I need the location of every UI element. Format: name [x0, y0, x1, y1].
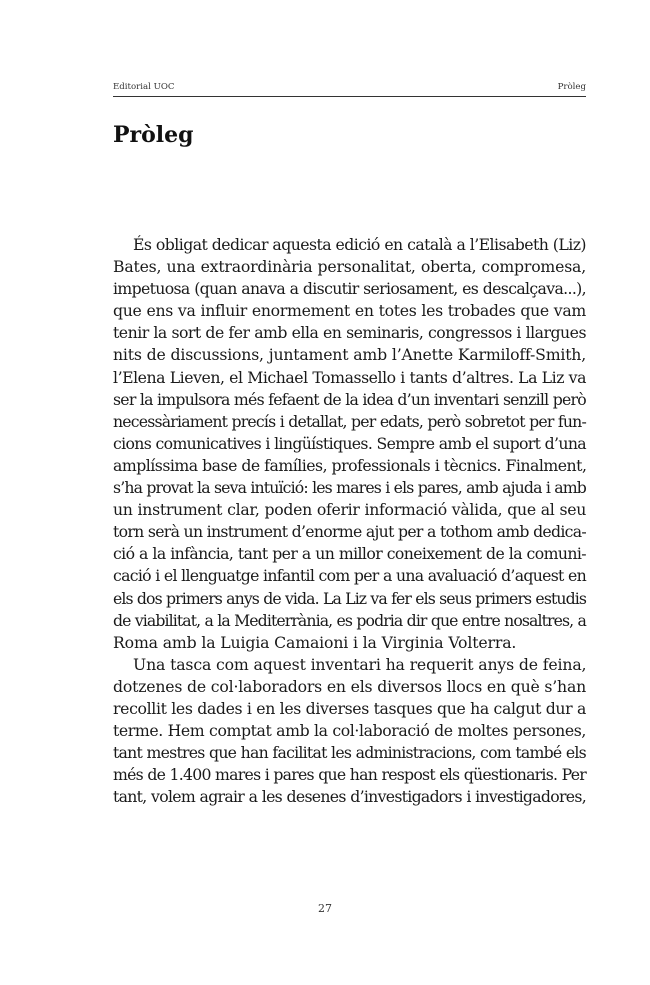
text-line: més de 1.400 mares i pares que han respost els qüestionaris. Per: [113, 765, 586, 785]
header-section: Pròleg: [557, 82, 586, 92]
text-line: de viabilitat, a la Mediterrània, es podria dir que entre nosaltres, a: [113, 610, 586, 630]
text-line: necessàriament precís i detallat, per edats, però sobretot per fun-: [113, 411, 586, 431]
text-line: nits de discussions, juntament amb l’Anette Karmiloff-Smith,: [113, 345, 586, 365]
paragraph: [113, 654, 586, 809]
text-line: torn serà un instrument d’enorme ajut per a tothom amb dedica-: [113, 522, 586, 542]
header-publisher: Editorial UOC: [113, 82, 175, 92]
text-line: tant mestres que han facilitat les administracions, com també els: [113, 743, 586, 763]
text-line: Una tasca com aquest inventari ha requerit anys de feina,: [133, 654, 587, 674]
text-line: terme. Hem comptat amb la col·laboració de moltes persones,: [113, 721, 586, 741]
text-line: que ens va influir enormement en totes les trobades que vam: [113, 301, 586, 321]
text-line: ció a la infància, tant per a un millor coneixement de la comuni-: [113, 544, 586, 564]
text-line: Roma amb la Luigia Camaioni i la Virginia Volterra.: [113, 632, 517, 652]
text-line: amplíssima base de famílies, professionals i tècnics. Finalment,: [113, 455, 587, 475]
text-line: Bates, una extraordinària personalitat, oberta, compromesa,: [113, 257, 586, 277]
body-text: [113, 234, 586, 808]
text-line: cació i el llenguatge infantil com per a una avaluació d’aquest en: [113, 566, 586, 586]
text-line: els dos primers anys de vida. La Liz va fer els seus primers estudis: [113, 588, 586, 608]
chapter-title: Pròleg: [113, 122, 194, 148]
page-number: 27: [318, 902, 332, 915]
text-line: tant, volem agrair a les desenes d’investigadors i investigadores,: [113, 787, 586, 807]
text-line: s’ha provat la seva intuïció: les mares i els pares, amb ajuda i amb: [113, 478, 586, 498]
text-line: impetuosa (quan anava a discutir seriosament, es descalçava...),: [113, 279, 586, 299]
text-line: És obligat dedicar aquesta edició en català a l’Elisabeth (Liz): [133, 235, 586, 254]
text-line: cions comunicatives i lingüístiques. Sempre amb el suport d’una: [113, 433, 586, 453]
text-line: recollit les dades i en les diverses tasques que ha calgut dur a: [113, 698, 586, 718]
running-header: [113, 82, 586, 97]
text-line: l’Elena Lieven, el Michael Tomassello i tants d’altres. La Liz va: [113, 367, 586, 387]
text-line: dotzenes de col·laboradors en els diversos llocs en què s’han: [113, 676, 586, 696]
text-line: tenir la sort de fer amb ella en seminaris, congressos i llargues: [113, 323, 586, 343]
text-line: ser la impulsora més fefaent de la idea d’un inventari senzill però: [113, 389, 586, 409]
text-line: un instrument clar, poden oferir informació vàlida, que al seu: [113, 500, 586, 520]
paragraph: [113, 234, 586, 654]
